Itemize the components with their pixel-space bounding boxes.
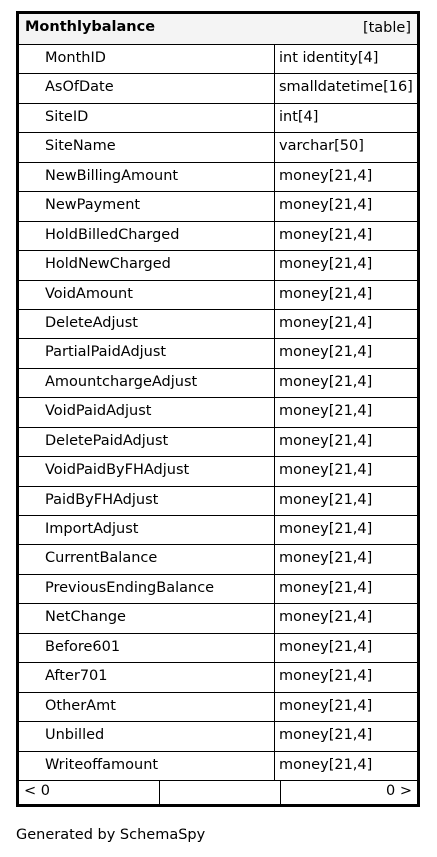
column-name: DeletePaidAdjust — [19, 428, 275, 456]
column-type: money[21,4] — [279, 638, 373, 655]
column-row[interactable] — [19, 310, 417, 339]
column-row[interactable] — [19, 634, 417, 663]
column-row[interactable] — [19, 722, 417, 751]
column-type: money[21,4] — [279, 609, 373, 626]
column-name: NetChange — [19, 604, 275, 632]
column-type: money[21,4] — [279, 668, 373, 685]
column-row[interactable] — [19, 457, 417, 486]
column-row[interactable] — [19, 398, 417, 427]
column-type: money[21,4] — [279, 727, 373, 744]
column-type: money[21,4] — [279, 373, 373, 390]
column-type: money[21,4] — [279, 403, 373, 420]
column-type: money[21,4] — [279, 226, 373, 243]
column-type: money[21,4] — [279, 314, 373, 331]
table-node — [16, 11, 420, 807]
column-name: HoldBilledCharged — [19, 222, 275, 250]
column-row[interactable] — [19, 693, 417, 722]
column-list — [19, 45, 417, 781]
column-name: DeleteAdjust — [19, 310, 275, 338]
column-type: money[21,4] — [279, 432, 373, 449]
column-name: HoldNewCharged — [19, 251, 275, 279]
column-type: varchar[50] — [279, 138, 364, 155]
column-type: smalldatetime[16] — [279, 79, 413, 96]
column-name: VoidPaidByFHAdjust — [19, 457, 275, 485]
column-row[interactable] — [19, 516, 417, 545]
column-row[interactable] — [19, 428, 417, 457]
column-row[interactable] — [19, 339, 417, 368]
column-type: money[21,4] — [279, 550, 373, 567]
column-type: money[21,4] — [279, 285, 373, 302]
generated-by-caption: Generated by SchemaSpy — [16, 827, 206, 843]
column-type: money[21,4] — [279, 256, 373, 273]
column-row[interactable] — [19, 752, 417, 781]
column-name: SiteID — [19, 104, 275, 132]
table-name[interactable]: Monthlybalance — [25, 19, 156, 35]
parents-count[interactable]: < 0 — [19, 781, 160, 804]
column-name: SiteName — [19, 133, 275, 161]
column-type: int[4] — [279, 108, 319, 125]
column-row[interactable] — [19, 163, 417, 192]
column-name: CurrentBalance — [19, 545, 275, 573]
column-name: NewBillingAmount — [19, 163, 275, 191]
children-count[interactable]: 0 > — [386, 782, 412, 799]
column-row[interactable] — [19, 104, 417, 133]
column-name: AmountchargeAdjust — [19, 369, 275, 397]
column-name: NewPayment — [19, 192, 275, 220]
column-row[interactable] — [19, 192, 417, 221]
column-name: ImportAdjust — [19, 516, 275, 544]
column-type: money[21,4] — [279, 579, 373, 596]
column-name: VoidAmount — [19, 281, 275, 309]
column-name: Before601 — [19, 634, 275, 662]
column-name: AsOfDate — [19, 74, 275, 102]
column-name: VoidPaidAdjust — [19, 398, 275, 426]
column-name: PaidByFHAdjust — [19, 487, 275, 515]
footer-spacer — [160, 781, 281, 804]
column-name: Unbilled — [19, 722, 275, 750]
column-type: money[21,4] — [279, 756, 373, 773]
column-name: MonthID — [19, 45, 275, 73]
column-type: money[21,4] — [279, 491, 373, 508]
column-row[interactable] — [19, 604, 417, 633]
column-type: money[21,4] — [279, 197, 373, 214]
column-row[interactable] — [19, 222, 417, 251]
column-type: money[21,4] — [279, 697, 373, 714]
column-name: OtherAmt — [19, 693, 275, 721]
column-row[interactable] — [19, 487, 417, 516]
column-row[interactable] — [19, 663, 417, 692]
column-row[interactable] — [19, 369, 417, 398]
column-type: money[21,4] — [279, 521, 373, 537]
table-header — [19, 14, 417, 45]
table-type-label: [table] — [362, 20, 411, 36]
column-type: money[21,4] — [279, 344, 373, 361]
column-row[interactable] — [19, 545, 417, 574]
table-footer — [19, 781, 417, 804]
column-row[interactable] — [19, 251, 417, 280]
column-type: int identity[4] — [279, 50, 379, 66]
column-name: Writeoffamount — [19, 752, 275, 780]
column-row[interactable] — [19, 133, 417, 162]
column-type: money[21,4] — [279, 462, 373, 479]
column-row[interactable] — [19, 575, 417, 604]
column-name: PreviousEndingBalance — [19, 575, 275, 603]
column-name: PartialPaidAdjust — [19, 339, 275, 367]
column-row[interactable] — [19, 281, 417, 310]
column-row[interactable] — [19, 74, 417, 103]
column-name: After701 — [19, 663, 275, 691]
column-type: money[21,4] — [279, 167, 373, 184]
column-row[interactable] — [19, 45, 417, 74]
